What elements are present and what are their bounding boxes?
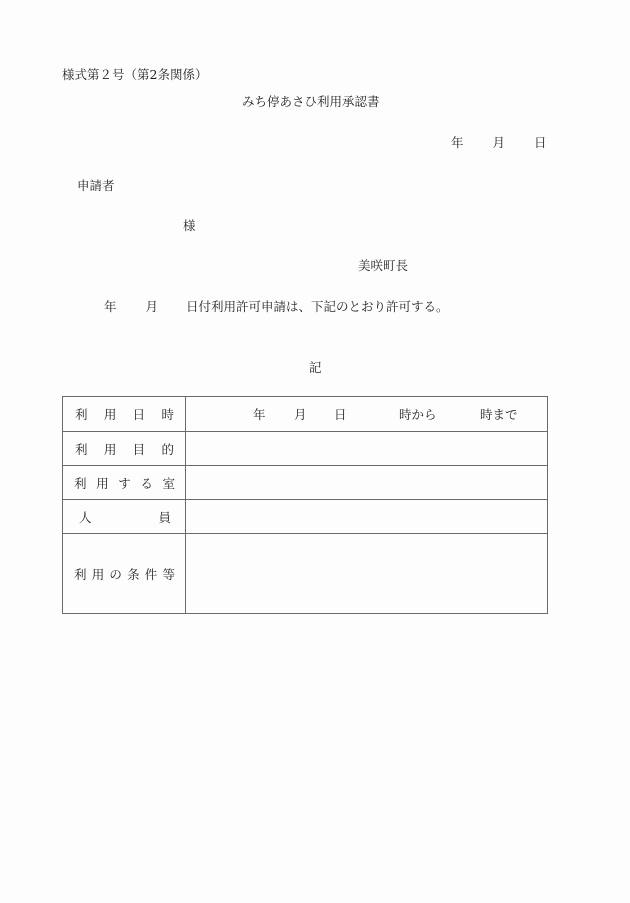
date-year-label: 年	[451, 135, 464, 150]
table-row-usage-datetime	[63, 397, 548, 432]
issuer-name: 美咲町長	[358, 258, 409, 273]
date-month-label: 月	[492, 135, 506, 150]
value-room[interactable]	[186, 466, 548, 500]
issue-date-line	[451, 133, 547, 151]
form-number: 様式第２号（第2条関係）	[62, 67, 208, 82]
label-room: 利 用 す る 室	[63, 466, 186, 500]
value-usage-datetime[interactable]	[186, 397, 548, 432]
table-row-room	[63, 466, 548, 500]
label-usage-datetime: 利 用 日 時	[63, 397, 186, 432]
usage-year-label: 年	[253, 407, 266, 422]
value-conditions[interactable]	[186, 534, 548, 614]
usage-day-label: 日	[334, 407, 347, 422]
value-usage-purpose[interactable]	[186, 432, 548, 466]
date-day-label: 日	[534, 135, 547, 150]
applicant-label: 申請者	[77, 178, 115, 193]
ki-heading: 記	[309, 360, 322, 375]
permit-text: 日付利用許可申請は、下記のとおり許可する。	[186, 299, 449, 314]
label-conditions: 利 用 の 条 件 等	[63, 534, 186, 614]
table-row-headcount	[63, 500, 548, 534]
usage-month-label: 月	[294, 407, 307, 422]
permit-year-label: 年	[104, 299, 117, 314]
label-usage-purpose: 利 用 目 的	[63, 432, 186, 466]
document-title: みち停あさひ利用承認書	[242, 94, 380, 109]
label-headcount: 人 員	[63, 500, 186, 534]
usage-from-label: 時から	[399, 407, 437, 422]
table-row-conditions	[63, 534, 548, 614]
applicant-honorific: 様	[183, 218, 196, 233]
usage-to-label: 時まで	[480, 407, 518, 422]
value-headcount[interactable]	[186, 500, 548, 534]
permit-month-label: 月	[145, 299, 159, 314]
permit-sentence	[104, 297, 449, 315]
usage-details-table	[62, 396, 548, 614]
table-row-usage-purpose	[63, 432, 548, 466]
